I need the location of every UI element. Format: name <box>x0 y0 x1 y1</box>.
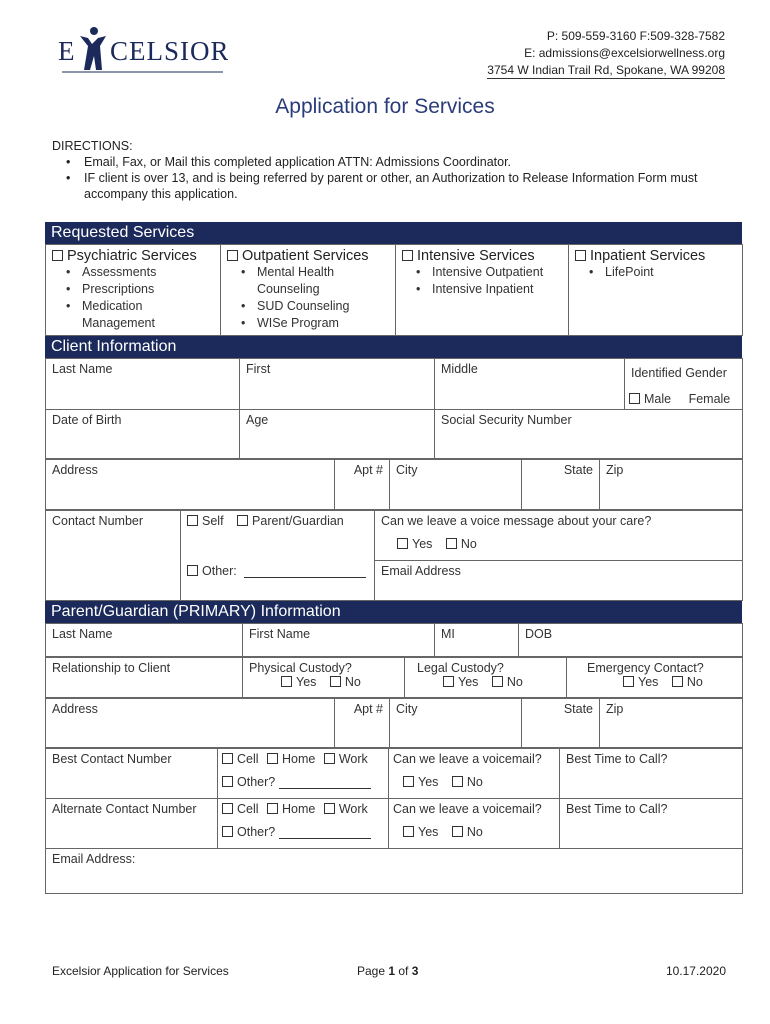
requested-services-heading: Requested Services <box>45 222 742 244</box>
psychiatric-services-cell <box>46 245 221 336</box>
client-dob-field[interactable] <box>46 410 240 459</box>
field-label: State <box>563 702 593 716</box>
work-label: Work <box>338 802 368 816</box>
field-label: Last Name <box>52 627 113 641</box>
voice-no-checkbox[interactable] <box>446 538 457 549</box>
field-label: Relationship to Client <box>52 661 171 675</box>
field-label: Alternate Contact Number <box>52 802 197 816</box>
voicemail-yes-checkbox[interactable] <box>403 776 414 787</box>
field-label: Zip <box>606 702 624 716</box>
service-item: • Mental Health Counseling <box>233 264 389 298</box>
guardian-city-field[interactable] <box>390 699 522 748</box>
guardian-information-heading: Parent/Guardian (PRIMARY) Information <box>45 601 742 623</box>
emergency-contact-label: Emergency Contact? <box>587 661 704 675</box>
footer-title: Excelsior Application for Services <box>52 964 229 978</box>
field-label: First Name <box>249 627 311 641</box>
field-label: DOB <box>525 627 553 641</box>
cell-label: Cell <box>237 752 259 766</box>
field-label: City <box>396 702 418 716</box>
service-item: • Intensive Inpatient <box>408 281 562 298</box>
male-label: Male <box>644 392 672 406</box>
alternate-time-to-call-field[interactable] <box>560 799 743 849</box>
client-city-field[interactable] <box>390 460 522 510</box>
client-address-table <box>45 459 743 510</box>
service-item: • SUD Counseling <box>233 298 389 315</box>
no-label: No <box>466 775 483 789</box>
guardian-email-field[interactable] <box>46 849 743 894</box>
page-title: Application for Services <box>275 95 495 118</box>
client-information-heading: Client Information <box>45 336 742 358</box>
yes-label: Yes <box>412 537 433 551</box>
parent-guardian-checkbox[interactable] <box>237 515 248 526</box>
gender-label: Identified Gender <box>631 366 727 380</box>
client-middle-name-field[interactable] <box>435 359 625 410</box>
voice-message-question <box>375 511 743 561</box>
alternate-contact-type-options <box>218 799 389 849</box>
inpatient-services-label: Inpatient Services <box>590 248 706 264</box>
guardian-custody-table <box>45 657 743 698</box>
work-label: Work <box>338 752 368 766</box>
guardian-dob-field[interactable] <box>519 624 743 657</box>
male-checkbox[interactable] <box>629 393 640 404</box>
legal-no-checkbox[interactable] <box>492 676 503 687</box>
application-form <box>45 222 742 894</box>
field-label: Email Address: <box>52 852 136 866</box>
service-item: • LifePoint <box>581 264 736 281</box>
field-label: Social Security Number <box>441 413 572 427</box>
requested-services-table <box>45 244 743 336</box>
home-label: Home <box>282 752 316 766</box>
field-label: Best Contact Number <box>52 752 172 766</box>
field-label: First <box>246 362 271 376</box>
other-label: Other? <box>237 825 276 839</box>
svg-text:E: E <box>58 36 76 66</box>
guardian-zip-field[interactable] <box>600 699 743 748</box>
physical-custody-field <box>243 658 405 698</box>
directions <box>52 138 742 202</box>
guardian-relationship-field[interactable] <box>46 658 243 698</box>
guardian-name-table <box>45 623 743 657</box>
inpatient-services-cell <box>569 245 743 336</box>
phone-fax: P: 509-559-3160 F:509-328-7582 <box>546 29 725 43</box>
client-apt-field[interactable] <box>335 460 390 510</box>
field-label: Age <box>246 413 269 427</box>
alternate-voicemail-question <box>389 799 560 849</box>
client-email-field[interactable] <box>375 561 743 601</box>
page-current: 1 <box>388 964 396 978</box>
psychiatric-services-checkbox[interactable] <box>52 250 63 261</box>
client-zip-field[interactable] <box>600 460 743 510</box>
work-checkbox[interactable] <box>324 753 335 764</box>
best-voicemail-question <box>389 749 560 799</box>
work-checkbox[interactable] <box>324 803 335 814</box>
field-label: Middle <box>441 362 478 376</box>
cell-checkbox[interactable] <box>222 803 233 814</box>
physical-yes-checkbox[interactable] <box>281 676 292 687</box>
service-item: • Prescriptions <box>58 281 214 298</box>
client-gender-field <box>625 359 743 410</box>
voicemail-no-checkbox[interactable] <box>452 776 463 787</box>
field-label: Address <box>52 702 98 716</box>
excelsior-logo <box>58 26 228 78</box>
guardian-last-name-field[interactable] <box>46 624 243 657</box>
other-input-line[interactable] <box>279 777 371 789</box>
parent-guardian-label: Parent/Guardian <box>252 514 344 528</box>
yes-label: Yes <box>418 775 439 789</box>
female-label: Female <box>688 392 731 406</box>
home-checkbox[interactable] <box>267 753 278 764</box>
self-checkbox[interactable] <box>187 515 198 526</box>
contact-relationship-options <box>181 511 375 561</box>
no-label: No <box>506 675 523 689</box>
logo-figure-icon <box>58 26 228 76</box>
footer-date: 10.17.2020 <box>665 964 726 978</box>
home-label: Home <box>282 802 316 816</box>
direction-item: • IF client is over 13, and is being referred by parent or other, an Authorization to Release Information Form must accompany this application. <box>66 170 742 202</box>
svg-text:CELSIOR: CELSIOR <box>110 36 228 66</box>
service-item: • Medication Management <box>58 298 214 332</box>
field-label: Contact Number <box>52 514 144 528</box>
yes-label: Yes <box>458 675 479 689</box>
client-last-name-field[interactable] <box>46 359 240 410</box>
field-label: Best Time to Call? <box>566 752 668 766</box>
page-of: of <box>395 964 412 978</box>
client-address-field[interactable] <box>46 460 335 510</box>
field-label: City <box>396 463 418 477</box>
service-item: • WISe Program <box>233 315 389 332</box>
field-label: Best Time to Call? <box>566 802 668 816</box>
field-label: Email Address <box>381 564 461 578</box>
page-total: 3 <box>411 964 419 978</box>
direction-item: • Email, Fax, or Mail this completed application ATTN: Admissions Coordinator. <box>66 154 742 170</box>
outpatient-services-cell <box>221 245 396 336</box>
yes-label: Yes <box>638 675 659 689</box>
outpatient-services-label: Outpatient Services <box>242 248 369 264</box>
voicemail-label: Can we leave a voicemail? <box>393 752 542 766</box>
voicemail-no-checkbox[interactable] <box>452 826 463 837</box>
legal-custody-label: Legal Custody? <box>417 661 504 675</box>
client-ssn-field[interactable] <box>435 410 743 459</box>
page-prefix: Page <box>357 964 389 978</box>
guardian-mi-field[interactable] <box>435 624 519 657</box>
psychiatric-services-label: Psychiatric Services <box>67 248 197 264</box>
page-number <box>357 964 418 978</box>
other-input-line[interactable] <box>279 827 371 839</box>
client-age-field[interactable] <box>240 410 435 459</box>
field-label: Last Name <box>52 362 113 376</box>
other-label: Other? <box>237 775 276 789</box>
self-label: Self <box>202 514 224 528</box>
best-contact-number-field[interactable] <box>46 749 218 799</box>
other-checkbox[interactable] <box>222 776 233 787</box>
emergency-yes-checkbox[interactable] <box>623 676 634 687</box>
physical-custody-label: Physical Custody? <box>249 661 352 675</box>
other-checkbox[interactable] <box>222 826 233 837</box>
street-address: 3754 W Indian Trail Rd, Spokane, WA 99208 <box>487 63 725 77</box>
client-first-name-field[interactable] <box>240 359 435 410</box>
cell-checkbox[interactable] <box>222 753 233 764</box>
other-checkbox[interactable] <box>187 565 198 576</box>
directions-label: DIRECTIONS: <box>52 139 133 153</box>
no-label: No <box>460 537 477 551</box>
intensive-services-cell <box>396 245 569 336</box>
field-label: MI <box>441 627 455 641</box>
field-label: Apt # <box>353 702 383 716</box>
emergency-no-checkbox[interactable] <box>672 676 683 687</box>
guardian-address-field[interactable] <box>46 699 335 748</box>
field-label: Apt # <box>353 463 383 477</box>
yes-label: Yes <box>418 825 439 839</box>
best-time-to-call-field[interactable] <box>560 749 743 799</box>
cell-label: Cell <box>237 802 259 816</box>
other-label: Other: <box>202 563 237 578</box>
best-contact-type-options <box>218 749 389 799</box>
contact-other-option <box>181 561 375 601</box>
physical-no-checkbox[interactable] <box>330 676 341 687</box>
intensive-services-label: Intensive Services <box>417 248 535 264</box>
client-state-field[interactable] <box>522 460 600 510</box>
guardian-address-table <box>45 698 743 748</box>
field-label: State <box>563 463 593 477</box>
contact-block <box>487 28 725 79</box>
email: E: admissions@excelsiorwellness.org <box>524 46 725 60</box>
legal-custody-field <box>405 658 567 698</box>
field-label: Zip <box>606 463 624 477</box>
service-item: • Assessments <box>58 264 214 281</box>
voice-yes-checkbox[interactable] <box>397 538 408 549</box>
client-info-table <box>45 358 743 459</box>
voice-message-label: Can we leave a voice message about your care? <box>381 514 652 528</box>
field-label: Address <box>52 463 98 477</box>
guardian-apt-field[interactable] <box>335 699 390 748</box>
guardian-state-field[interactable] <box>522 699 600 748</box>
no-label: No <box>686 675 703 689</box>
no-label: No <box>466 825 483 839</box>
client-contact-table <box>45 510 743 601</box>
yes-label: Yes <box>296 675 317 689</box>
service-item: • Intensive Outpatient <box>408 264 562 281</box>
guardian-phone-table <box>45 748 743 894</box>
voicemail-label: Can we leave a voicemail? <box>393 802 542 816</box>
home-checkbox[interactable] <box>267 803 278 814</box>
no-label: No <box>344 675 361 689</box>
client-contact-number-field[interactable] <box>46 511 181 601</box>
outpatient-services-checkbox[interactable] <box>227 250 238 261</box>
other-input-line[interactable] <box>244 566 366 578</box>
emergency-contact-field <box>567 658 743 698</box>
field-label: Date of Birth <box>52 413 122 427</box>
guardian-first-name-field[interactable] <box>243 624 435 657</box>
voicemail-yes-checkbox[interactable] <box>403 826 414 837</box>
alternate-contact-number-field[interactable] <box>46 799 218 849</box>
intensive-services-checkbox[interactable] <box>402 250 413 261</box>
inpatient-services-checkbox[interactable] <box>575 250 586 261</box>
legal-yes-checkbox[interactable] <box>443 676 454 687</box>
